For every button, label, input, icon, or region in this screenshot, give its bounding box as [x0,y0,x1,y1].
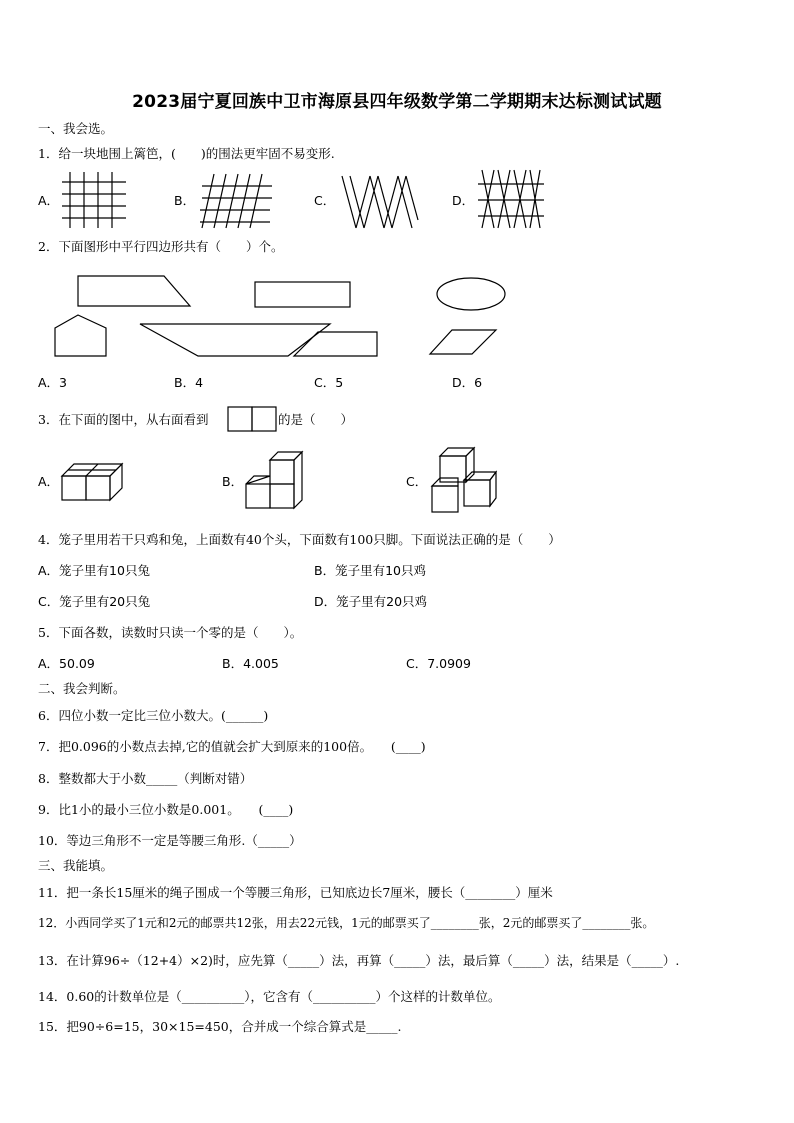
q2-shape-trapezoid [78,276,190,306]
q2-shape-pentagon [55,315,106,356]
q3-option-a-label[interactable]: A． [38,474,60,489]
q2-shapes-figure [50,274,510,358]
q2-option-c[interactable]: C．5 [314,375,344,390]
q3-option-b-cubes [246,452,304,508]
question-2: 2．下面图形中平行四边形共有（ ）个。 [38,239,284,254]
q1-option-a-label[interactable]: A． [38,193,60,208]
question-12: 12．小西同学买了1元和2元的邮票共12张，用去22元钱，1元的邮票买了________张，2元的邮票买了________张。 [38,916,655,930]
q5-option-a[interactable]: A．50.09 [38,656,95,671]
q1-option-b-label[interactable]: B． [174,193,196,208]
question-8: 8．整数都大于小数_____（判断对错） [38,771,253,786]
section-heading-judge: 二、我会判断。 [38,681,126,696]
q2-option-b[interactable]: B．4 [174,375,204,390]
q4-option-a[interactable]: A．笼子里有10只兔 [38,563,150,578]
q4-option-d[interactable]: D．笼子里有20只鸡 [314,594,428,609]
question-13: 13．在计算96÷（12+4）×2)时，应先算（_____）法，再算（_____）法，最后算（_____）法，结果是（_____）. [38,953,680,968]
q2-shape-parallelogram-1 [140,324,330,356]
q5-option-c[interactable]: C．7.0909 [406,656,471,671]
q3-option-c-label[interactable]: C． [406,474,428,489]
q3-right-view-figure [228,407,276,431]
question-9: 9．比1小的最小三位小数是0.001。 (____) [38,802,294,817]
question-6: 6．四位小数一定比三位小数大。(______) [38,708,269,723]
q2-option-a[interactable]: A．3 [38,375,68,390]
page-title: 2023届宁夏回族中卫市海原县四年级数学第二学期期末达标测试试题 [132,92,662,112]
q1-option-c-zigzag-fence [342,176,418,228]
q2-shape-rhombus [430,330,496,354]
q3-option-c-cubes [430,448,496,512]
q3-option-a-cubes [62,462,128,502]
question-15: 15．把90÷6=15，30×15=450，合并成一个综合算式是_____. [38,1019,402,1034]
q5-option-b[interactable]: B．4.005 [222,656,279,671]
section-heading-fill: 三、我能填。 [38,858,114,873]
q1-option-d-crossed-fence [478,170,544,228]
q2-shape-parallelogram-2 [294,332,377,356]
q1-option-c-label[interactable]: C． [314,193,336,208]
question-3-part-1: 3．在下面的图中，从右面看到 [38,412,209,427]
question-1: 1．给一块地围上篱笆，( )的围法更牢固不易变形. [38,146,335,161]
question-11: 11．把一条长15厘米的绳子围成一个等腰三角形，已知底边长7厘米，腰长（________）厘米 [38,885,553,900]
q1-option-b-slanted-fence [200,174,272,228]
question-4: 4．笼子里用若干只鸡和兔，上面数有40个头，下面数有100只脚。下面说法正确的是（ ） [38,532,561,547]
q3-option-b-label[interactable]: B． [222,474,244,489]
section-heading-choose: 一、我会选。 [38,121,114,136]
q2-option-d[interactable]: D．6 [452,375,483,390]
q2-shape-rectangle [255,282,350,307]
question-3-part-2: 的是（ ） [278,412,354,427]
q2-shape-ellipse [437,278,505,310]
question-10: 10．等边三角形不一定是等腰三角形.（_____） [38,833,302,848]
q1-option-d-label[interactable]: D． [452,193,475,208]
q4-option-c[interactable]: C．笼子里有20只兔 [38,594,151,609]
question-5: 5．下面各数，读数时只读一个零的是（ ）。 [38,625,303,640]
question-7: 7．把0.096的小数点去掉,它的值就会扩大到原来的100倍。 (____) [38,739,426,754]
question-14: 14．0.60的计数单位是（__________），它含有（__________）个这样的计数单位。 [38,989,501,1004]
q4-option-b[interactable]: B．笼子里有10只鸡 [314,563,426,578]
q1-option-a-grid-fence [62,172,126,228]
